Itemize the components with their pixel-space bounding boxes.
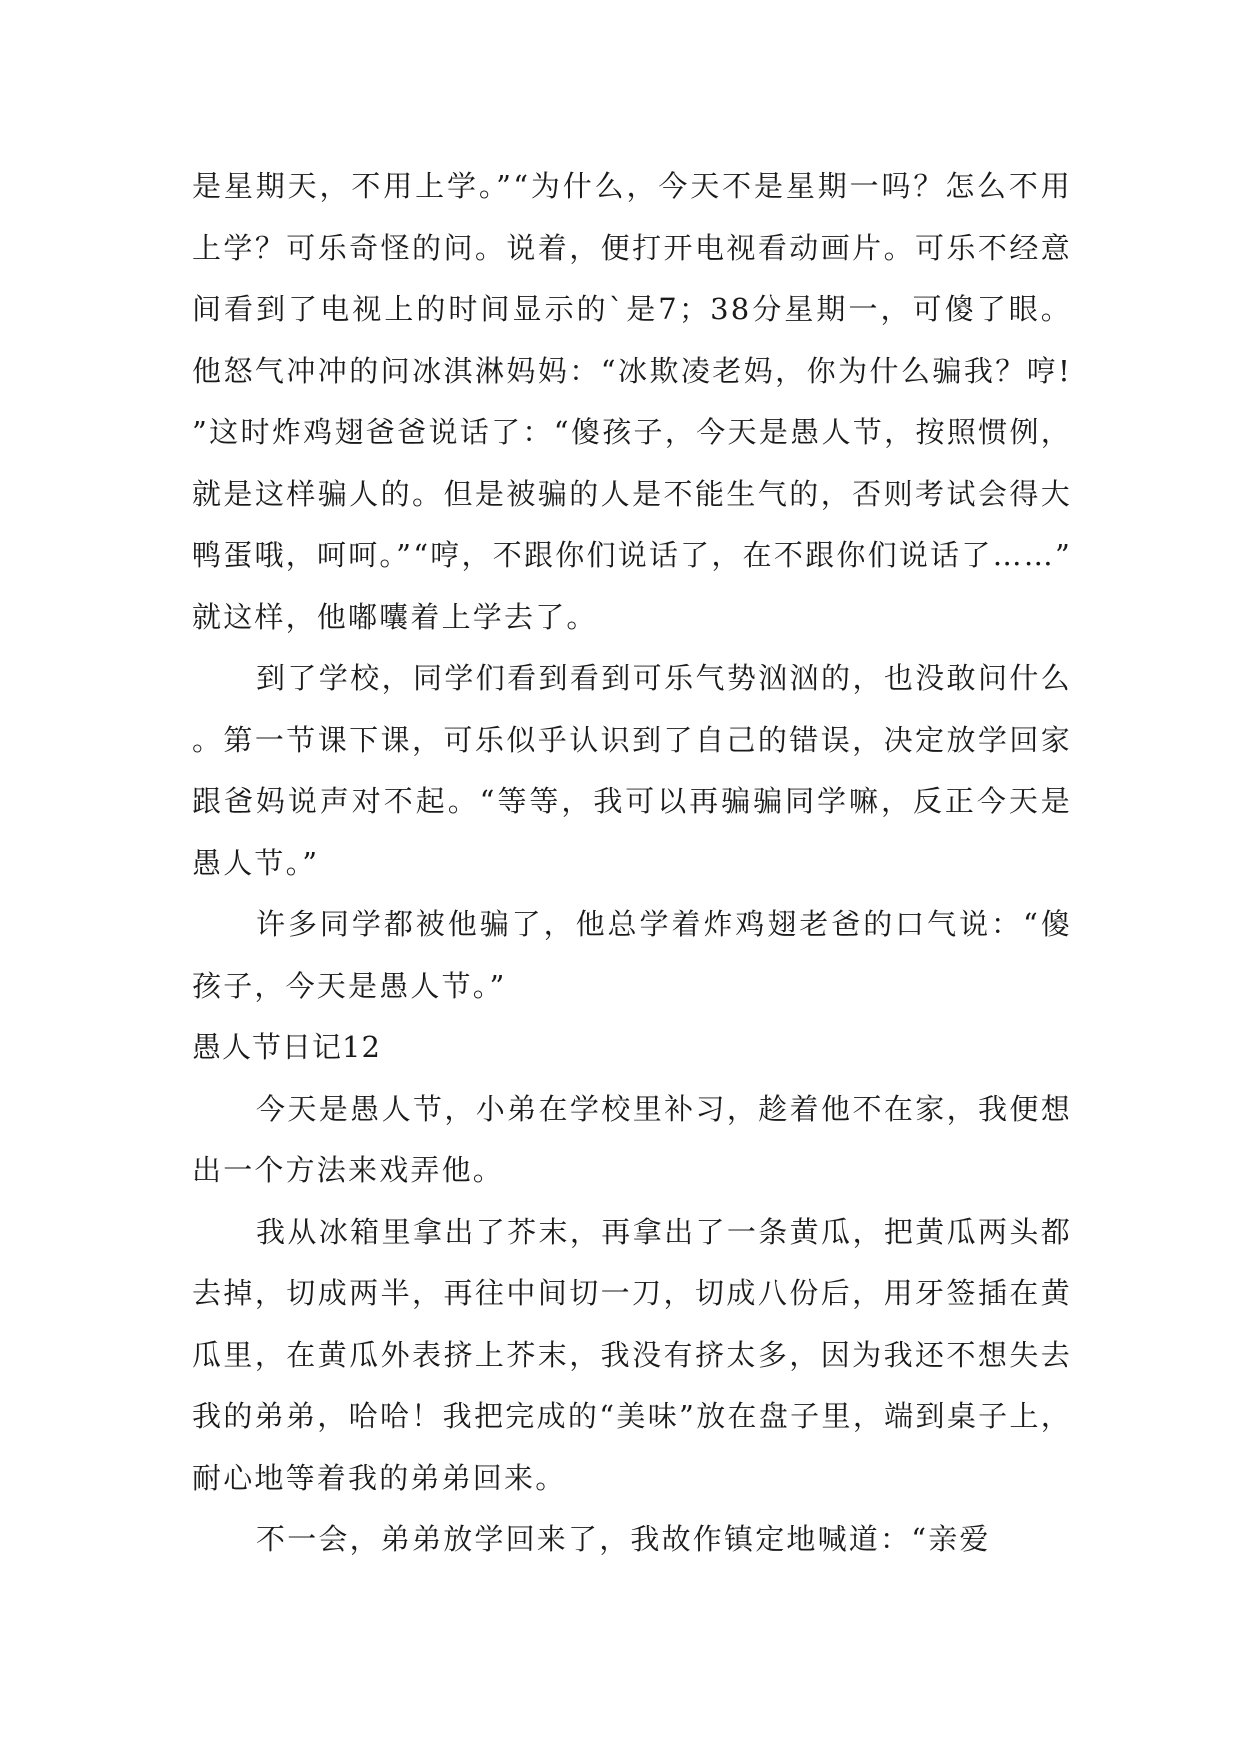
paragraph: 许多同学都被他骗了，他总学着炸鸡翅老爸的口气说：“傻孩子，今天是愚人节。” [192, 907, 1072, 1003]
paragraph: 是星期天，不用上学。”“为什么，今天不是星期一吗？怎么不用上学？可乐奇怪的问。说着，便打开电视看动画片。可乐不经意间看到了电视上的时间显示的`是7；38分星期一，可傻了眼。他怒气冲冲的问冰淇淋妈妈：“冰欺凌老妈，你为什么骗我？哼!”这时炸鸡翅爸爸说话了：“傻孩子，今天是愚人节，按照惯例，就是这样骗人的。但是被骗的人是不能生气的，否则考试会得大鸭蛋哦，呵呵。”“哼，不跟你们说话了，在不跟你们说话了……”就这样，他嘟囔着上学去了。 [192, 169, 1072, 634]
paragraph: 我从冰箱里拿出了芥末，再拿出了一条黄瓜，把黄瓜两头都去掉，切成两半，再往中间切一刀，切成八份后，用牙签插在黄瓜里，在黄瓜外表挤上芥末，我没有挤太多，因为我还不想失去我的弟弟，哈哈！我把完成的“美味”放在盘子里，端到桌子上，耐心地等着我的弟弟回来。 [192, 1214, 1072, 1495]
document-body [192, 156, 1072, 1571]
paragraph: 到了学校，同学们看到看到可乐气势汹汹的，也没敢问什么。第一节课下课，可乐似乎认识到了自己的错误，决定放学回家跟爸妈说声对不起。“等等，我可以再骗骗同学嘛，反正今天是愚人节。” [192, 661, 1072, 880]
section-title: 愚人节日记12 [192, 1030, 381, 1064]
paragraph: 不一会，弟弟放学回来了，我故作镇定地喊道：“亲爱 [256, 1522, 991, 1556]
paragraph: 今天是愚人节，小弟在学校里补习，趁着他不在家，我便想出一个方法来戏弄他。 [192, 1091, 1072, 1187]
